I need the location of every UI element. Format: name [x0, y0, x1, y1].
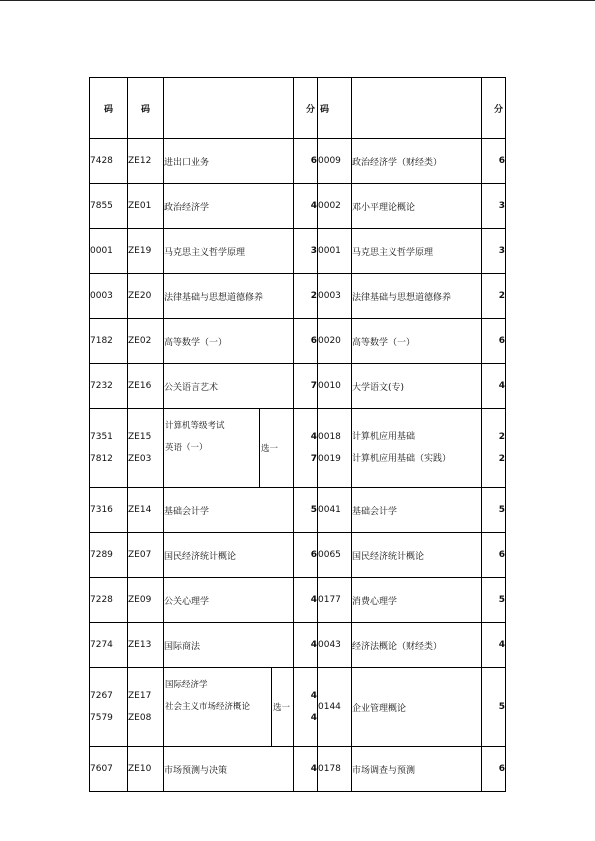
credit: 7 — [294, 364, 318, 409]
course-name: 国际经济学 — [165, 680, 208, 690]
table-row-choice — [90, 409, 506, 488]
code-c: 0178 — [318, 747, 352, 792]
code-a: 7267 — [90, 691, 113, 701]
course-name-c: 法律基础与思想道德修养 — [352, 274, 482, 319]
code-a: 7289 — [90, 533, 128, 578]
course-name: 公关语言艺术 — [164, 364, 294, 409]
credit: 4 — [294, 578, 318, 623]
table-row — [90, 533, 506, 578]
code-b: ZE15 — [128, 432, 152, 442]
code-a: 7855 — [90, 184, 128, 229]
code-a: 7351 — [90, 432, 113, 442]
code-c: 0018 — [318, 432, 341, 442]
course-name: 法律基础与思想道德修养 — [164, 274, 294, 319]
code-b: ZE10 — [128, 747, 164, 792]
table-row — [90, 184, 506, 229]
code-a: 7182 — [90, 319, 128, 364]
choose-one-label: 选一 — [259, 409, 293, 487]
credit-c: 4 — [482, 364, 506, 409]
course-name-c: 政治经济学（财经类） — [352, 139, 482, 184]
credit-c: 6 — [482, 139, 506, 184]
table-row — [90, 623, 506, 668]
code-c: 0003 — [318, 274, 352, 319]
credit-c: 5 — [482, 578, 506, 623]
code-c: 0009 — [318, 139, 352, 184]
credit: 6 — [294, 533, 318, 578]
course-name: 社会主义市场经济概论 — [165, 702, 251, 712]
credit-c: 2 — [498, 432, 505, 442]
course-name: 国民经济统计概论 — [164, 533, 294, 578]
choose-one-label: 选一 — [271, 668, 293, 746]
credit-c: 5 — [482, 668, 506, 747]
code-a: 7228 — [90, 578, 128, 623]
table-row — [90, 578, 506, 623]
credit: 5 — [294, 488, 318, 533]
credit-c: 6 — [482, 533, 506, 578]
course-name: 公关心理学 — [164, 578, 294, 623]
credit: 4 — [310, 691, 317, 701]
code-a: 7428 — [90, 139, 128, 184]
code-b: ZE12 — [128, 139, 164, 184]
code-c: 0010 — [318, 364, 352, 409]
course-name-c: 邓小平理论概论 — [352, 184, 482, 229]
course-name-c: 经济法概论（财经类） — [352, 623, 482, 668]
code-a: 7812 — [90, 454, 113, 464]
code-a: 0001 — [90, 229, 128, 274]
credit-c: 6 — [482, 747, 506, 792]
code-b: ZE08 — [128, 713, 152, 723]
credit-c: 6 — [482, 319, 506, 364]
code-c: 0019 — [318, 454, 341, 464]
table-row — [90, 747, 506, 792]
credit: 3 — [294, 229, 318, 274]
course-name-pair — [164, 409, 259, 487]
table-row — [90, 139, 506, 184]
credit: 2 — [294, 274, 318, 319]
code-b: ZE13 — [128, 623, 164, 668]
course-name-c: 高等数学（一） — [352, 319, 482, 364]
table-row — [90, 319, 506, 364]
credit-c: 3 — [482, 229, 506, 274]
code-b: ZE02 — [128, 319, 164, 364]
code-c: 0043 — [318, 623, 352, 668]
course-name: 国际商法 — [164, 623, 294, 668]
course-name: 政治经济学 — [164, 184, 294, 229]
course-name-c: 市场调查与预测 — [352, 747, 482, 792]
course-name: 进出口业务 — [164, 139, 294, 184]
credit-pair — [294, 409, 318, 488]
course-name: 基础会计学 — [164, 488, 294, 533]
credit: 4 — [294, 623, 318, 668]
credit: 4 — [294, 747, 318, 792]
code-a: 7579 — [90, 713, 113, 723]
code-b: ZE16 — [128, 364, 164, 409]
code-b: ZE14 — [128, 488, 164, 533]
credit: 6 — [294, 139, 318, 184]
credit: 4 — [310, 713, 317, 723]
course-name-c: 计算机应用基础（实践） — [352, 454, 452, 464]
table-row — [90, 364, 506, 409]
course-name: 市场预测与决策 — [164, 747, 294, 792]
code-a: 7274 — [90, 623, 128, 668]
course-name-c: 计算机应用基础 — [352, 432, 416, 442]
course-name-choice — [164, 668, 294, 747]
header-col5: 码 — [318, 78, 352, 139]
header-col6 — [352, 78, 482, 139]
course-name: 英语（一） — [165, 443, 208, 453]
header-col2: 码 — [128, 78, 164, 139]
code-a-pair — [90, 668, 128, 747]
code-c: 0041 — [318, 488, 352, 533]
header-col4: 分 — [294, 78, 318, 139]
code-c: 0177 — [318, 578, 352, 623]
code-a-pair — [90, 409, 128, 488]
code-b: ZE17 — [128, 691, 152, 701]
table-row-choice — [90, 668, 506, 747]
course-name: 计算机等级考试 — [165, 421, 225, 431]
header-col7: 分 — [482, 78, 506, 139]
code-b: ZE07 — [128, 533, 164, 578]
credit-c: 3 — [482, 184, 506, 229]
course-name-c: 国民经济统计概论 — [352, 533, 482, 578]
course-name: 马克思主义哲学原理 — [164, 229, 294, 274]
top-rule — [0, 0, 595, 1]
course-name-c: 大学语文(专) — [352, 364, 482, 409]
code-c: 0020 — [318, 319, 352, 364]
credit: 4 — [310, 432, 317, 442]
code-a: 7316 — [90, 488, 128, 533]
credit-c-pair — [482, 409, 506, 488]
code-c: 0002 — [318, 184, 352, 229]
course-name: 高等数学（一） — [164, 319, 294, 364]
header-row — [90, 78, 506, 139]
credit-c: 2 — [482, 274, 506, 319]
course-name-c: 消费心理学 — [352, 578, 482, 623]
code-a: 7232 — [90, 364, 128, 409]
code-b: ZE09 — [128, 578, 164, 623]
code-b: ZE01 — [128, 184, 164, 229]
code-c-pair — [318, 409, 352, 488]
credit: 4 — [294, 184, 318, 229]
credit-pair — [294, 668, 318, 747]
course-name-c: 马克思主义哲学原理 — [352, 229, 482, 274]
code-b: ZE20 — [128, 274, 164, 319]
course-name-c: 企业管理概论 — [352, 668, 482, 747]
code-c: 0001 — [318, 229, 352, 274]
code-a: 0003 — [90, 274, 128, 319]
code-c: 0065 — [318, 533, 352, 578]
course-name-c: 基础会计学 — [352, 488, 482, 533]
code-b-pair — [128, 668, 164, 747]
course-table — [89, 77, 506, 792]
credit: 6 — [294, 319, 318, 364]
code-b: ZE19 — [128, 229, 164, 274]
table-row — [90, 229, 506, 274]
credit: 7 — [310, 454, 317, 464]
table-row — [90, 488, 506, 533]
code-b: ZE03 — [128, 454, 152, 464]
code-a: 7607 — [90, 747, 128, 792]
code-c: 0144 — [318, 668, 352, 747]
table-row — [90, 274, 506, 319]
course-name-pair — [164, 668, 271, 746]
code-b-pair — [128, 409, 164, 488]
course-name-choice — [164, 409, 294, 488]
credit-c: 4 — [482, 623, 506, 668]
credit-c: 2 — [498, 454, 505, 464]
credit-c: 5 — [482, 488, 506, 533]
header-col3 — [164, 78, 294, 139]
header-col1: 码 — [90, 78, 128, 139]
course-name-c-pair — [352, 409, 482, 488]
